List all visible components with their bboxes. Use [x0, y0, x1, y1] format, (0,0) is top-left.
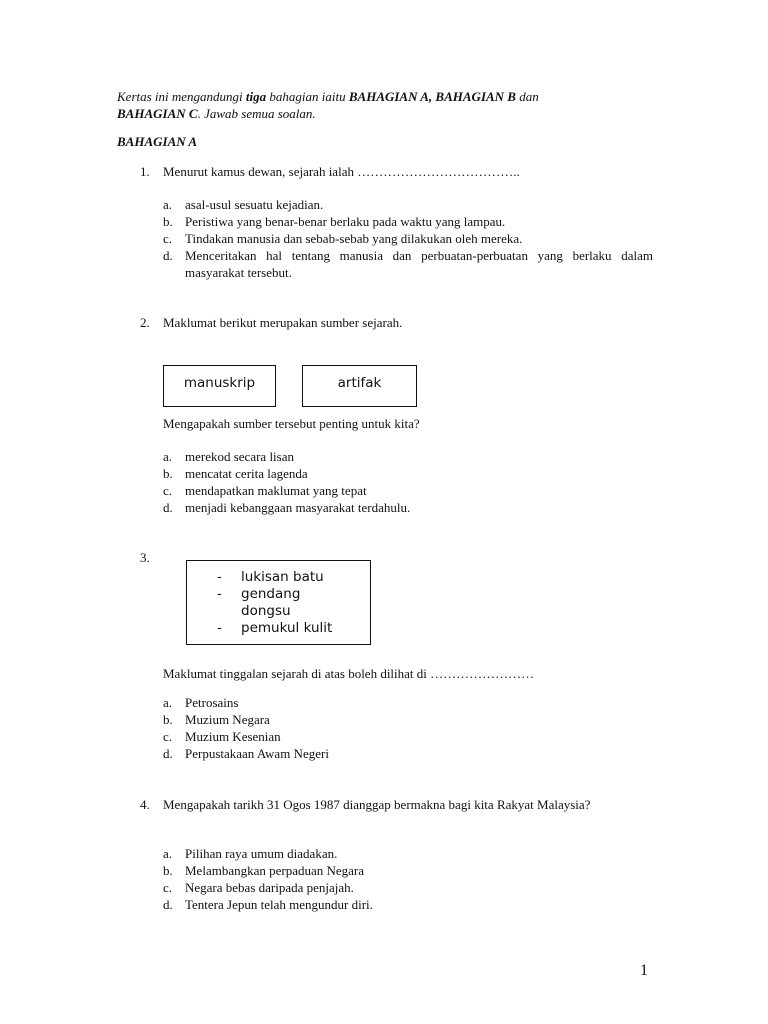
option-item [163, 845, 653, 862]
question-number: 4. [140, 797, 150, 812]
artifact-name: dongsu [241, 603, 291, 619]
option-item [163, 448, 653, 465]
option-item [163, 230, 653, 247]
option-item [163, 196, 653, 213]
option-letter: a. [163, 695, 173, 710]
question-subtext: Mengapakah sumber tersebut penting untuk kita? [163, 416, 420, 431]
instructions-text: Kertas ini mengandungi [117, 89, 246, 104]
artifact-list-box [186, 560, 371, 645]
artifact-list-item [217, 620, 332, 636]
option-letter: a. [163, 449, 173, 464]
option-item [163, 694, 653, 711]
instructions-bold-sections: BAHAGIAN A, BAHAGIAN B [348, 89, 516, 104]
question-text: Maklumat tinggalan sejarah di atas boleh dilihat di …………………… [163, 666, 535, 681]
artifact-name: pemukul kulit [241, 620, 333, 636]
option-text: Tindakan manusia dan sebab-sebab yang dilakukan oleh mereka. [185, 231, 523, 246]
source-box-artifak [302, 365, 417, 407]
instructions-text: . Jawab semua soalan. [197, 106, 316, 121]
instructions-text: dan [515, 89, 539, 104]
instructions-text: bahagian iaitu [266, 89, 349, 104]
option-text: menjadi kebanggaan masyarakat terdahulu. [185, 500, 411, 515]
option-letter: c. [163, 729, 173, 744]
option-text: Pilihan raya umum diadakan. [185, 846, 338, 861]
option-letter: d. [163, 746, 173, 761]
option-item [163, 896, 653, 913]
option-text: merekod secara lisan [185, 449, 295, 464]
source-box-manuskrip [163, 365, 276, 407]
artifact-list-item [217, 603, 291, 619]
source-box-label: manuskrip [183, 375, 256, 391]
list-dash: - [217, 620, 222, 636]
option-text: Menceritakan hal tentang manusia dan perbuatan-perbuatan yang berlaku dalam masyarakat tersebut. [185, 248, 653, 280]
option-text: asal-usul sesuatu kejadian. [185, 197, 324, 212]
option-text: mencatat cerita lagenda [185, 466, 308, 481]
page-number: 1 [640, 962, 648, 979]
option-item [163, 465, 653, 482]
option-letter: a. [163, 197, 173, 212]
source-box-label: artifak [337, 375, 382, 391]
option-text: Perpustakaan Awam Negeri [185, 746, 329, 761]
option-list [163, 448, 653, 516]
option-text: Tentera Jepun telah mengundur diri. [185, 897, 373, 912]
option-list [163, 196, 653, 281]
question-text: Mengapakah tarikh 31 Ogos 1987 dianggap bermakna bagi kita Rakyat Malaysia? [163, 797, 591, 812]
option-letter: d. [163, 500, 173, 515]
artifact-list-item [217, 569, 324, 585]
instructions-bold-section-c: BAHAGIAN C [117, 106, 198, 121]
question-text: Menurut kamus dewan, sejarah ialah ……………………………….. [163, 164, 520, 179]
list-dash: - [217, 569, 222, 585]
question-number: 1. [140, 164, 150, 179]
option-letter: b. [163, 466, 173, 481]
section-title: BAHAGIAN A [117, 134, 198, 149]
option-letter: d. [163, 248, 173, 263]
instructions-line-1 [117, 88, 657, 105]
option-item [163, 213, 653, 230]
option-letter: c. [163, 880, 173, 895]
list-dash: - [217, 586, 222, 602]
option-letter: b. [163, 712, 173, 727]
option-item [163, 499, 653, 516]
option-letter: b. [163, 214, 173, 229]
option-item [163, 711, 653, 728]
instructions-bold-count: tiga [245, 89, 267, 104]
question-number: 3. [140, 550, 150, 565]
option-item [163, 862, 653, 879]
option-text: Muzium Kesenian [185, 729, 281, 744]
option-text: Petrosains [185, 695, 239, 710]
option-item [163, 879, 653, 896]
instructions [117, 88, 657, 122]
option-list [163, 845, 653, 913]
instructions-line-2 [117, 105, 657, 122]
question-number: 2. [140, 315, 150, 330]
option-letter: c. [163, 231, 173, 246]
artifact-list-item [217, 586, 300, 602]
artifact-name: lukisan batu [241, 569, 324, 585]
option-list [163, 694, 653, 762]
option-item [163, 745, 653, 762]
question-text: Maklumat berikut merupakan sumber sejarah. [163, 315, 403, 330]
option-letter: c. [163, 483, 173, 498]
option-item [163, 482, 653, 499]
option-letter: b. [163, 863, 173, 878]
option-item [163, 247, 653, 281]
option-item [163, 728, 653, 745]
option-text: Muzium Negara [185, 712, 270, 727]
option-letter: d. [163, 897, 173, 912]
option-text: Peristiwa yang benar-benar berlaku pada waktu yang lampau. [185, 214, 506, 229]
option-letter: a. [163, 846, 173, 861]
option-text: mendapatkan maklumat yang tepat [185, 483, 367, 498]
artifact-name: gendang [241, 586, 301, 602]
option-text: Negara bebas daripada penjajah. [185, 880, 354, 895]
option-text: Melambangkan perpaduan Negara [185, 863, 365, 878]
